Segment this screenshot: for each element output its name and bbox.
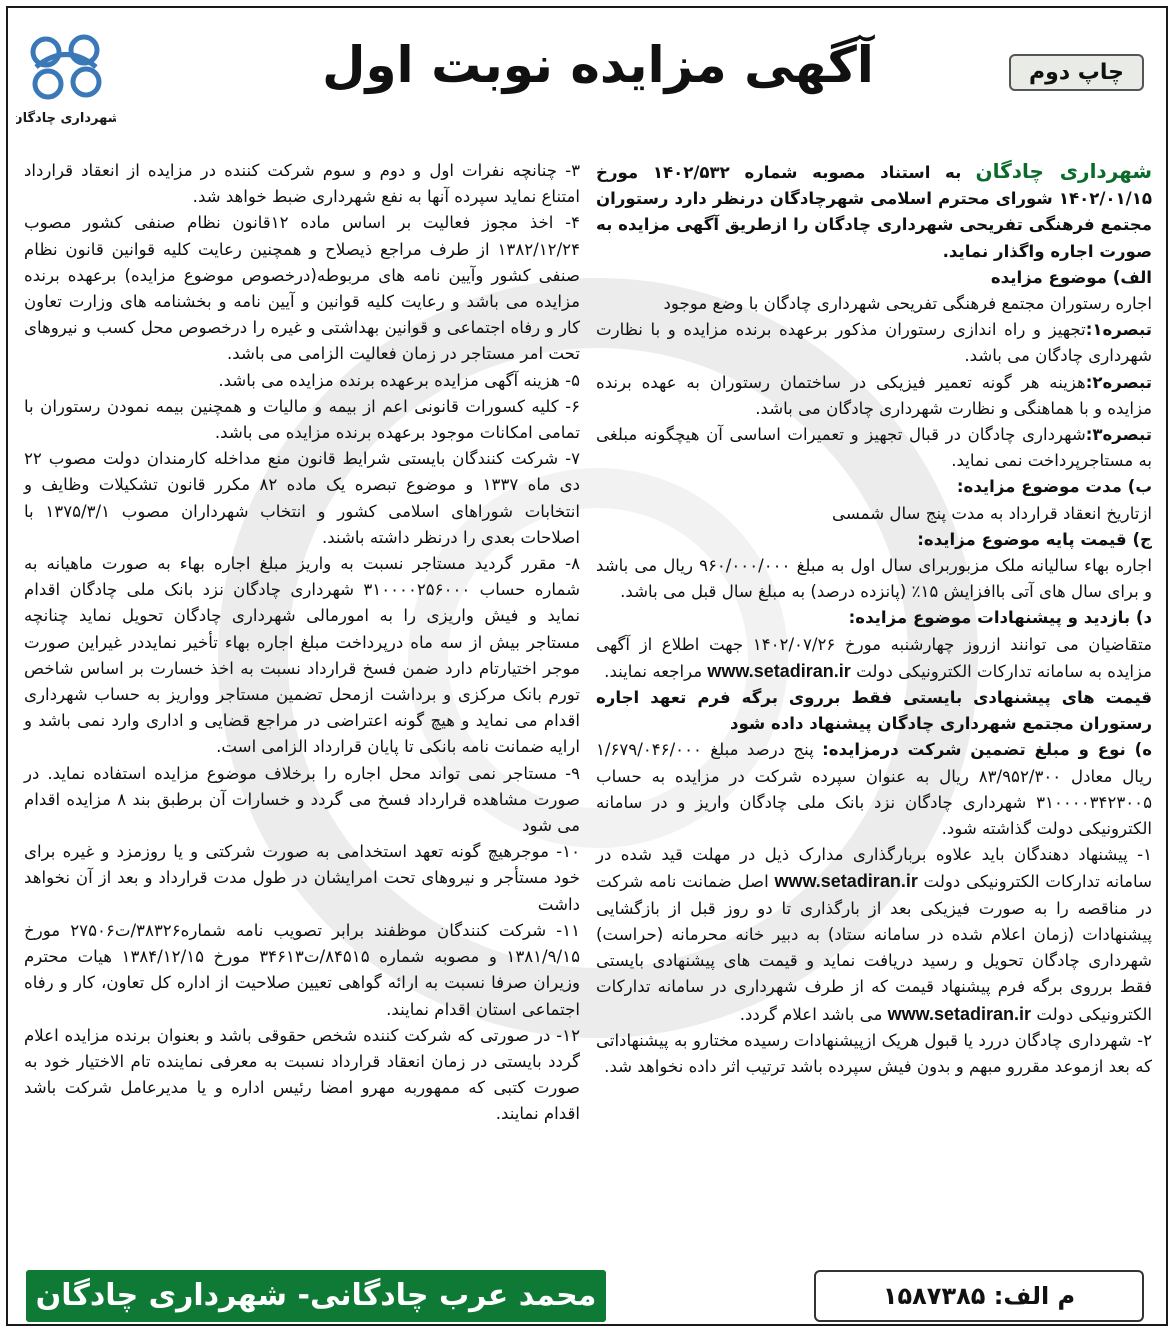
signature-banner: محمد عرب چادگانی- شهرداری چادگان bbox=[26, 1270, 606, 1322]
bold-note: قیمت های پیشنهادی بایستی فقط برروی برگه فرم تعهد اجاره رستوران مجتمع شهرداری چادگان پیشنهاد داده شود bbox=[596, 688, 1152, 734]
item-6: ۶- کلیه کسورات قانونی اعم از بیمه و مالیات و همچنین بیمه نمودن رستوران با تمامی امکانات موجود برعهده برنده مزایده می باشد. bbox=[24, 396, 580, 443]
section-title: الف) موضوع مزایده bbox=[990, 267, 1152, 287]
notice-frame bbox=[6, 6, 1168, 1326]
item-11: ۱۱- شرکت کنندگان موظفند برابر تصویب نامه شماره۳۸۳۲۶/ت۲۷۵۰۶ مورخ ۱۳۸۱/۹/۱۵ و مصوبه شماره ۸۴۵۱۵/ت۳۴۶۱۳ مورخ ۱۳۸۴/۱۲/۱۵ هیات محترم وزیران صرفا نسبت به ارائه گواهی تعیین صلاحیت از اداره کل تعاون، کار و رفاه اجتماعی استان اقدام نمایند. bbox=[24, 920, 580, 1019]
intro-paragraph: شهرداری چادگان به استناد مصوبه شماره ۱۴۰۲/۵۳۲ مورخ ۱۴۰۲/۰۱/۱۵ شورای محترم اسلامی شهرچادگان درنظر دارد رستوران مجتمع فرهنگی تفریحی شهرداری چادگان را ازطریق آگهی مزایده به صورت اجاره واگذار نماید. bbox=[596, 159, 1153, 261]
section-text: متقاضیان می توانند ازروز چهارشنبه مورخ ۱۴۰۲/۰۷/۲۶ جهت اطلاع از آگهی مزایده به سامانه تدارکات الکترونیکی دولت www.setadiran.ir مراجعه نمایند. bbox=[596, 634, 1152, 681]
item-7: ۷- شرکت کنندگان بایستی شرایط قانون منع مداخله کارمندان دولت مصوب ۲۲ دی ماه ۱۳۳۷ و موضوع تبصره یک ماده ۸۲ مکرر قانون تشکیلات وظایف و انتخابات شوراهای اسلامی کشور و انتخاب شهرداران مصوب ۱۳۷۵/۳/۱ با اصلاحات بعدی را درنظر داشته باشند. bbox=[24, 449, 580, 547]
item-5: ۵- هزینه آگهی مزایده برعهده برنده مزایده می باشد. bbox=[218, 370, 580, 390]
section-title: د) بازدید و پیشنهادات موضوع مزایده: bbox=[848, 608, 1152, 628]
item-8: ۸- مقرر گردید مستاجر نسبت به واریز مبلغ اجاره بهاء به صورت ماهیانه به شماره حساب ۳۱۰۰۰۰۲۵۶۰۰۰ شهرداری چادگان نزد بانک ملی چادگان اقدام نماید و فیش واریزی را به امورمالی شهرداری چادگان تحویل نماید چنانچه مستاجر بیش از سه ماه درپرداخت مبلغ اجاره بهاء تأخیر نمایددر غیراین صورت موجر اختیارتام دارد ضمن فسخ قرارداد نسبت به اخذ خسارت بر اساس شاخص تورم بانک مرکزی و برداشت ازمحل تضمین مستاجر وواریز به حساب شهرداری اقدام می نماید و هیچ گونه اعتراضی در مراجع قضایی و اداری وارد نمی باشد و ارایه ضمانت نامه بانکی تا پایان قرارداد الزامی است. bbox=[24, 554, 580, 757]
note-1: تبصره۱:تجهیز و راه اندازی رستوران مذکور برعهده برنده مزایده و با نظارت شهرداری چادگان می باشد. bbox=[596, 320, 1152, 366]
print-badge: چاپ دوم bbox=[1009, 54, 1144, 91]
municipality-logo bbox=[16, 22, 116, 134]
setadiran-link[interactable]: www.setadiran.ir bbox=[774, 871, 918, 892]
item-1: ۱- پیشنهاد دهندگان باید علاوه بربارگذاری مدارک ذیل در مهلت قید شده در سامانه تدارکات الکترونیکی دولت www.setadiran.ir اصل ضمانت نامه شرکت در مناقصه را به صورت فیزیکی بعد از بارگذاری تا دو روز قبل از بازگشایی پیشنهادات (زمان اعلام شده در سامانه ستاد) به دبیر خانه محرمانه (حراست) شهرداری چادگان تحویل و رسید دریافت نماید و قیمت های پیشنهادی بایستی فقط برروی برگه فرم پیشنهاد قیمت که از طرف شهرداری در سامانه تدارکات الکترونیکی دولت www.setadiran.ir می باشد اعلام گردد. bbox=[596, 845, 1152, 1024]
logo-text: شهرداری چادگان bbox=[16, 111, 116, 126]
left-column bbox=[24, 158, 580, 1128]
section-text: ازتاریخ انعقاد قرارداد به مدت پنج سال شمسی bbox=[832, 503, 1152, 523]
item-12: ۱۲- در صورتی که شرکت کننده شخص حقوقی باشد و بعنوان برنده مزایده اعلام گردد بایستی در زمان انعقاد قرارداد نسبت به معرفی نماینده تام الاختیار خود به صورت کتبی که ممهوربه مهرو امضا رئیس اداره و یا مدیرعامل شرکت باشد اقدام نمایند. bbox=[24, 1025, 580, 1124]
guarantee-paragraph: ه) نوع و مبلغ تضمین شرکت درمزایده: پنج درصد مبلغ ۱/۶۷۹/۰۴۶/۰۰۰ ریال معادل ۸۳/۹۵۲/۳۰۰ ریال به عنوان سپرده شرکت در مزایده به حساب ۳۱۰۰۰۰۳۴۲۳۰۰۵ شهرداری چادگان نزد بانک ملی چادگان واریز و در سامانه الکترونیکی دولت گذاشته شود. bbox=[596, 740, 1152, 839]
section-title: ج) قیمت پایه موضوع مزایده: bbox=[917, 529, 1152, 549]
right-column bbox=[596, 158, 1152, 1080]
section-text: اجاره بهاء سالیانه ملک مزبوربرای سال اول به مبلغ ۹۶۰/۰۰۰/۰۰۰ ریال می باشد و برای سال های آتی باافزایش ۱۵٪ (پانزده درصد) به مبلغ سال قبل می باشد. bbox=[596, 556, 1153, 602]
item-3: ۳- چنانچه نفرات اول و دوم و سوم شرکت کننده در مزایده از انعقاد قرارداد امتناع نماید سپرده آنها به نفع شهرداری ضبط خواهد شد. bbox=[24, 161, 580, 207]
notice-body bbox=[24, 158, 1152, 1248]
ad-code-box: م الف: ۱۵۸۷۳۸۵ bbox=[814, 1270, 1144, 1322]
item-2: ۲- شهرداری چادگان دررد یا قبول هریک ازپیشنهادات رسیده مختارو به پیشنهاداتی که بعد ازموعد مقررو مبهم و بدون فیش سپرده باشد ترتیب اثر داده نخواهد شد. bbox=[596, 1030, 1152, 1076]
setadiran-link[interactable]: www.setadiran.ir bbox=[707, 660, 851, 681]
note-3: تبصره۳:شهرداری چادگان در قبال تجهیز و تعمیرات اساسی آن هیچگونه مبلغی به مستاجرپرداخت نمی نماید. bbox=[596, 425, 1152, 471]
section-title: ب) مدت موضوع مزایده: bbox=[956, 477, 1152, 497]
page-title: آگهی مزایده نوبت اول bbox=[322, 36, 874, 94]
section-text: اجاره رستوران مجتمع فرهنگی تفریحی شهرداری چادگان با وضع موجود bbox=[663, 294, 1152, 314]
setadiran-link[interactable]: www.setadiran.ir bbox=[887, 1003, 1032, 1024]
item-9: ۹- مستاجر نمی تواند محل اجاره را برخلاف موضوع مزایده استفاده نماید. در صورت مشاهده قرارداد فسخ می گردد و خسارات آن برطبق بند ۸ مزایده اقدام می شود bbox=[24, 763, 580, 836]
item-4: ۴- اخذ مجوز فعالیت بر اساس ماده ۱۲قانون نظام صنفی کشور مصوب ۱۳۸۲/۱۲/۲۴ از طرف مراجع ذیصلاح و همچنین رعایت کلیه قوانین قانون نظام صنفی کشور وآیین نامه های مربوطه(درخصوص موضوع مزایده) برعهده برنده مزایده می باشد و رعایت کلیه قوانین و آیین نامه و بخشنامه های وزارت تعاون کار و رفاه اجتماعی و قوانین بهداشتی و غیره را درخصوص محل کسب و نیروهای تحت امر مستاجر در زمان فعالیت الزامی می باشد. bbox=[24, 213, 581, 364]
note-2: تبصره۲:هزینه هر گونه تعمیر فیزیکی در ساختمان رستوران به عهده برنده مزایده و با هماهنگی و نظارت شهرداری چادگان می باشد. bbox=[596, 372, 1152, 418]
item-10: ۱۰- موجرهیچ گونه تعهد استخدامی به صورت شرکتی و یا روزمزد و غیره برای خود مستأجر و نیروهای تحت امرایشان در طول مدت قرارداد و بعد از آن نخواهد داشت bbox=[24, 842, 580, 914]
city-name: شهرداری چادگان bbox=[975, 159, 1153, 183]
